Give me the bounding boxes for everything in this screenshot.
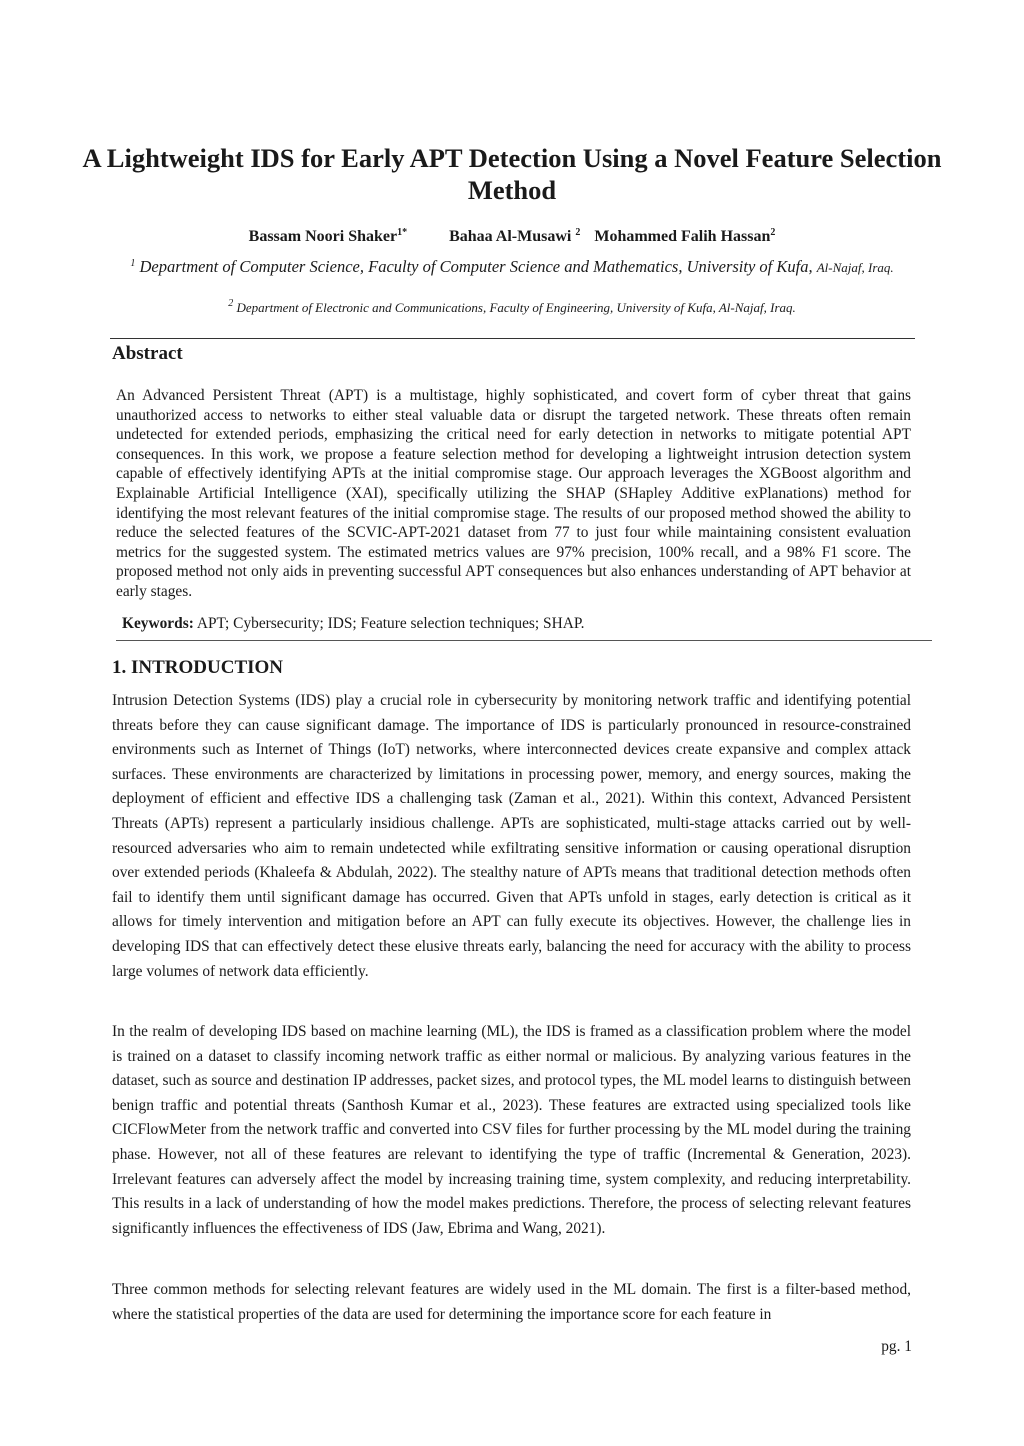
introduction-paragraph-1: Intrusion Detection Systems (IDS) play a crucial role in cybersecurity by monitoring network traffic and identifying potential threats before they can cause significant damage. The importance of IDS is particularly pronounced in resource-constrained environments such as Internet of Things (IoT) networks, where interconnected devices create expansive and complex attack surfaces. These environments are characterized by limitations in processing power, memory, and energy sources, making the deployment of efficient and effective IDS a challenging task (Zaman et al., 2021). Within this context, Advanced Persistent Threats (APTs) represent a particularly insidious challenge. APTs are sophisticated, multi-stage attacks carried out by well-resourced adversaries who aim to remain undetected while exfiltrating sensitive information or causing operational disruption over extended periods (Khaleefa & Abdulah, 2022). The stealthy nature of APTs means that traditional detection methods often fail to identify them until significant damage has occurred. Given that APTs unfold in stages, early detection is critical as it allows for timely intervention and mitigation before an APT can fully execute its objectives. However, the challenge lies in developing IDS that can effectively detect these elusive threats early, balancing the need for accuracy with the ability to process large volumes of network data efficiently. xyxy=(112,692,911,980)
author-list xyxy=(0,227,1024,247)
page-number: pg. 1 xyxy=(881,1338,912,1355)
affiliation-1-sup: 1 xyxy=(130,258,136,269)
author-1-name: Bassam Noori Shaker xyxy=(248,228,398,245)
keywords-label: Keywords: xyxy=(122,615,194,632)
introduction-heading: 1. INTRODUCTION xyxy=(112,657,284,678)
author-2 xyxy=(449,227,580,247)
abstract-top-divider xyxy=(110,338,915,339)
keywords xyxy=(122,614,922,634)
abstract-heading: Abstract xyxy=(112,343,183,364)
abstract-body: An Advanced Persistent Threat (APT) is a multistage, highly sophisticated, and covert form of cyber threat that gains unauthorized access to networks to either steal valuable data or disrupt the targeted network. These threats often remain undetected for extended periods, emphasizing the critical need for early detection in networks to mitigate potential APT consequences. In this work, we propose a feature selection method for developing a lightweight intrusion detection system capable of effectively identifying APTs at the initial compromise stage. Our approach leverages the XGBoost algorithm and Explainable Artificial Intelligence (XAI), specifically utilizing the SHAP (SHapley Additive exPlanations) method for identifying the most relevant features of the initial compromise stage. The results of our proposed method showed the ability to reduce the selected features of the SCVIC-APT-2021 dataset from 77 to just four while maintaining consistent evaluation metrics for the suggested system. The estimated metrics values are 97% precision, 100% recall, and a 98% F1 score. The proposed method not only aids in preventing successful APT consequences but also enhances understanding of APT behavior at early stages. xyxy=(116,387,911,600)
abstract-bottom-divider xyxy=(116,640,932,641)
introduction-paragraph-2: In the realm of developing IDS based on machine learning (ML), the IDS is framed as a classification problem where the model is trained on a dataset to classify incoming network traffic as either normal or malicious. By analyzing various features in the dataset, such as source and destination IP addresses, packet sizes, and protocol types, the ML model learns to distinguish between benign traffic and potential threats (Santhosh Kumar et al., 2023). These features are extracted using specialized tools like CICFlowMeter from the network traffic and converted into CSV files for further processing by the ML model during the training phase. However, not all of these features are relevant to identifying the type of traffic (Incremental & Generation, 2023). Irrelevant features can adversely affect the model by increasing training time, system complexity, and reducing interpretability. This results in a lack of understanding of how the model makes predictions. Therefore, the process of selecting relevant features significantly influences the effectiveness of IDS (Jaw, Ebrima and Wang, 2021). xyxy=(112,1023,911,1237)
author-1-sup: 1* xyxy=(397,227,408,238)
author-3-sup: 2 xyxy=(770,227,776,238)
affiliation-1-tail: Al-Najaf, Iraq. xyxy=(816,260,894,275)
affiliation-1 xyxy=(110,255,914,279)
affiliation-2-sup: 2 xyxy=(228,298,234,309)
affiliation-2 xyxy=(0,299,1024,317)
author-2-sup: 2 xyxy=(575,227,581,238)
author-2-name: Bahaa Al-Musawi xyxy=(449,228,572,245)
affiliation-2-text: Department of Electronic and Communications, Faculty of Engineering, University of Kufa, Al-Najaf, Iraq. xyxy=(236,300,796,315)
introduction-paragraph-3: Three common methods for selecting relevant features are widely used in the ML domain. The first is a filter-based method, where the statistical properties of the data are used for determining the importance score for each feature in xyxy=(112,1281,911,1323)
keywords-text: APT; Cybersecurity; IDS; Feature selection techniques; SHAP. xyxy=(196,615,585,632)
paper-title: A Lightweight IDS for Early APT Detection Using a Novel Feature Selection Method xyxy=(82,143,942,205)
author-3 xyxy=(594,227,775,247)
affiliation-1-text: Department of Computer Science, Faculty of Computer Science and Mathematics, University of Kufa, xyxy=(139,257,813,276)
author-3-name: Mohammed Falih Hassan xyxy=(594,228,771,245)
author-1 xyxy=(249,227,407,247)
